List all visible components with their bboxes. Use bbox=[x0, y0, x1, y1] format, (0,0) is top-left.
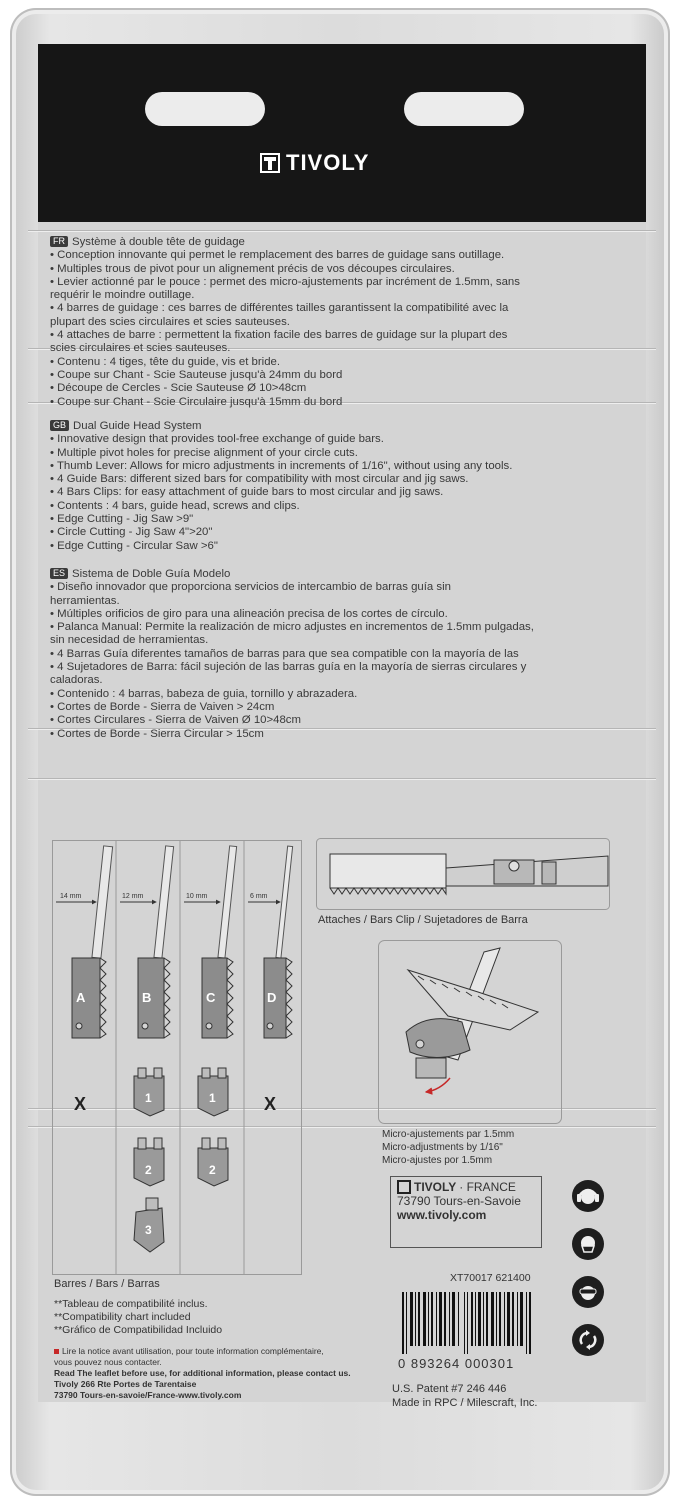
spanish-line: caladoras. bbox=[50, 674, 103, 687]
french-line: scies circulaires et scies sauteuses. bbox=[50, 342, 231, 355]
eye-protection-icon bbox=[572, 1276, 604, 1308]
english-line: • 4 Guide Bars: different sized bars for compatibility with most circular and jig saws. bbox=[50, 473, 469, 486]
dust-mask-icon bbox=[572, 1228, 604, 1260]
micro-adjustment-text bbox=[382, 1128, 514, 1167]
guide-bar-c bbox=[184, 846, 237, 1038]
clip-2-c bbox=[198, 1138, 228, 1186]
ear-protection-icon bbox=[572, 1180, 604, 1212]
micro-line-fr: Micro-ajustements par 1.5mm bbox=[382, 1129, 515, 1140]
clip-2-b bbox=[134, 1138, 164, 1186]
clip-number: 1 bbox=[209, 1091, 216, 1105]
compatibility-note bbox=[54, 1298, 222, 1337]
bar-letter-b: B bbox=[142, 990, 152, 1005]
tivoly-logo bbox=[260, 150, 369, 176]
language-code-es: ES bbox=[50, 568, 68, 579]
address-city: 73790 Tours-en-Savoie bbox=[397, 1194, 521, 1208]
bar-letter-a: A bbox=[76, 990, 86, 1005]
no-clip-mark: X bbox=[264, 1094, 277, 1114]
tivoly-small-logo-icon bbox=[397, 1180, 411, 1194]
bar-width-c: 10 mm bbox=[186, 893, 208, 900]
barcode bbox=[398, 1292, 538, 1358]
french-line: • Coupe sur Chant - Scie Sauteuse jusqu'à 24mm du bord bbox=[50, 368, 343, 381]
manufacturer-address bbox=[390, 1176, 542, 1248]
french-line: • Contenu : 4 tiges, tête du guide, vis et bride. bbox=[50, 355, 281, 368]
bar-letter-c: C bbox=[206, 990, 216, 1005]
french-line: • Découpe de Cercles - Scie Sauteuse Ø 10>48cm bbox=[50, 382, 307, 395]
bar-clip-diagram bbox=[316, 838, 610, 910]
clip-number: 1 bbox=[145, 1091, 152, 1105]
bar-width-d: 6 mm bbox=[250, 893, 268, 900]
clip-number: 2 bbox=[209, 1163, 216, 1177]
english-line: • 4 Bars Clips: for easy attachment of guide bars to most circular and jig saws. bbox=[50, 486, 444, 499]
barcode-number: 0 893264 000301 bbox=[398, 1356, 515, 1371]
patent-info bbox=[392, 1382, 538, 1410]
clip-number: 2 bbox=[145, 1163, 152, 1177]
hang-slot-left bbox=[145, 92, 265, 126]
bar-letter-d: D bbox=[267, 990, 277, 1005]
english-line: • Multiple pivot holes for precise alignment of your circle cuts. bbox=[50, 446, 358, 459]
micro-line-es: Micro-ajustes por 1.5mm bbox=[382, 1155, 493, 1166]
no-clip-mark: X bbox=[74, 1094, 87, 1114]
spanish-line: • 4 Sujetadores de Barra: fácil sujeción de las barras guía en la mayoría de sierras circulares y bbox=[50, 661, 527, 674]
brand-name: TIVOLY bbox=[286, 150, 370, 175]
compat-line: **Gráfico de Compatibilidad Incluido bbox=[54, 1324, 223, 1336]
spanish-line: • Cortes de Borde - Sierra Circular > 15cm bbox=[50, 727, 264, 740]
french-line: • Levier actionné par le pouce : permet des micro-ajustements par incrément de 1.5mm, sans bbox=[50, 275, 520, 288]
english-line: • Circle Cutting - Jig Saw 4">20" bbox=[50, 526, 213, 539]
notice-bullet bbox=[54, 1349, 59, 1354]
bar-width-a: 14 mm bbox=[60, 893, 82, 900]
guide-bar-b bbox=[120, 846, 174, 1038]
compat-line: **Tableau de compatibilité inclus. bbox=[54, 1298, 208, 1310]
compat-line: **Compatibility chart included bbox=[54, 1311, 191, 1323]
hang-slot-right bbox=[404, 92, 524, 126]
micro-line-en: Micro-adjustments by 1/16" bbox=[382, 1142, 503, 1153]
address-country: · FRANCE bbox=[459, 1180, 516, 1194]
attach-caption: Attaches / Bars Clip / Sujetadores de Barra bbox=[318, 914, 528, 926]
clip-number: 3 bbox=[145, 1223, 152, 1237]
micro-adjustment-diagram bbox=[378, 940, 562, 1124]
french-line: • Coupe sur Chant - Scie Circulaire jusqu'à 15mm du bord bbox=[50, 395, 343, 408]
notice-line: Read The leaflet before use, for additional information, please contact us. bbox=[54, 1368, 351, 1378]
language-code-gb: GB bbox=[50, 420, 69, 431]
bars-diagram bbox=[52, 840, 302, 1276]
notice-text bbox=[54, 1346, 374, 1401]
bars-diagram-frame bbox=[53, 841, 302, 1275]
spanish-line: • Palanca Manual: Permite la realización de micro adjustes en incrementos de 1.5mm pulgadas, bbox=[50, 621, 534, 634]
english-line: • Innovative design that provides tool-free exchange of guide bars. bbox=[50, 433, 384, 446]
spanish-line: • Contenido : 4 barras, babeza de guia, tornillo y abrazadera. bbox=[50, 687, 358, 700]
plastic-seam bbox=[28, 778, 656, 779]
spanish-section bbox=[50, 568, 595, 741]
french-line: • Multiples trous de pivot pour un alignement précis de vos découpes circulaires. bbox=[50, 262, 455, 275]
spanish-line: • Diseño innovador que proporciona servicios de intercambio de barras guía sin bbox=[50, 581, 451, 594]
language-code-fr: FR bbox=[50, 236, 68, 247]
spanish-line: • Múltiples orificios de giro para una alineación precisa de los cortes de círculo. bbox=[50, 607, 448, 620]
french-line: • Conception innovante qui permet le remplacement des barres de guidage sans outillage. bbox=[50, 249, 505, 262]
spanish-title: Sistema de Doble Guía Modelo bbox=[72, 568, 231, 580]
english-line: • Edge Cutting - Jig Saw >9" bbox=[50, 513, 194, 526]
english-line: • Contents : 4 bars, guide head, screws and clips. bbox=[50, 499, 300, 512]
guide-bar-d bbox=[248, 846, 293, 1038]
english-line: • Thumb Lever: Allows for micro adjustments in increments of 1/16", without using any tools. bbox=[50, 459, 513, 472]
french-line: requérir le moindre outillage. bbox=[50, 289, 195, 302]
english-title: Dual Guide Head System bbox=[73, 420, 202, 432]
notice-line: Tivoly 266 Rte Portes de Tarentaise bbox=[54, 1379, 197, 1389]
english-section bbox=[50, 420, 595, 553]
french-line: • 4 attaches de barre : permettent la fixation facile des barres de guidage sur la plupart des bbox=[50, 329, 508, 342]
spanish-line: • Cortes Circulares - Sierra de Vaiven Ø 10>48cm bbox=[50, 714, 301, 727]
english-line: • Edge Cutting - Circular Saw >6" bbox=[50, 539, 218, 552]
plastic-seam bbox=[28, 230, 656, 231]
brand-header bbox=[38, 44, 646, 222]
address-brand: TIVOLY bbox=[414, 1180, 457, 1194]
notice-line: vous pouvez nous contacter. bbox=[54, 1357, 162, 1367]
address-web: www.tivoly.com bbox=[397, 1208, 487, 1222]
recycle-icon bbox=[572, 1324, 604, 1356]
notice-line: 73790 Tours-en-savoie/France-www.tivoly.com bbox=[54, 1390, 242, 1400]
spanish-line: • 4 Barras Guía diferentes tamaños de barras para que sea compatible con la mayoría de las bbox=[50, 647, 519, 660]
bar-width-b: 12 mm bbox=[122, 893, 144, 900]
french-section bbox=[50, 236, 595, 409]
spanish-line: herramientas. bbox=[50, 594, 120, 607]
spanish-line: sin necesidad de herramientas. bbox=[50, 634, 209, 647]
notice-line: Lire la notice avant utilisation, pour toute information complémentaire, bbox=[62, 1346, 324, 1356]
french-line: plupart des scies circulaires et scies sauteuses. bbox=[50, 315, 290, 328]
bars-caption: Barres / Bars / Barras bbox=[54, 1278, 160, 1290]
spanish-line: • Cortes de Borde - Sierra de Vaiven > 24cm bbox=[50, 700, 275, 713]
french-title: Système à double tête de guidage bbox=[72, 236, 245, 248]
patent-line: U.S. Patent #7 246 446 bbox=[392, 1383, 507, 1395]
patent-line: Made in RPC / Milescraft, Inc. bbox=[392, 1397, 538, 1409]
tivoly-logo-icon bbox=[260, 153, 280, 173]
french-line: • 4 barres de guidage : ces barres de différentes tailles garantissent la compatibilité avec la bbox=[50, 302, 509, 315]
product-code: XT70017 621400 bbox=[450, 1272, 531, 1284]
guide-bar-a bbox=[56, 846, 113, 1038]
